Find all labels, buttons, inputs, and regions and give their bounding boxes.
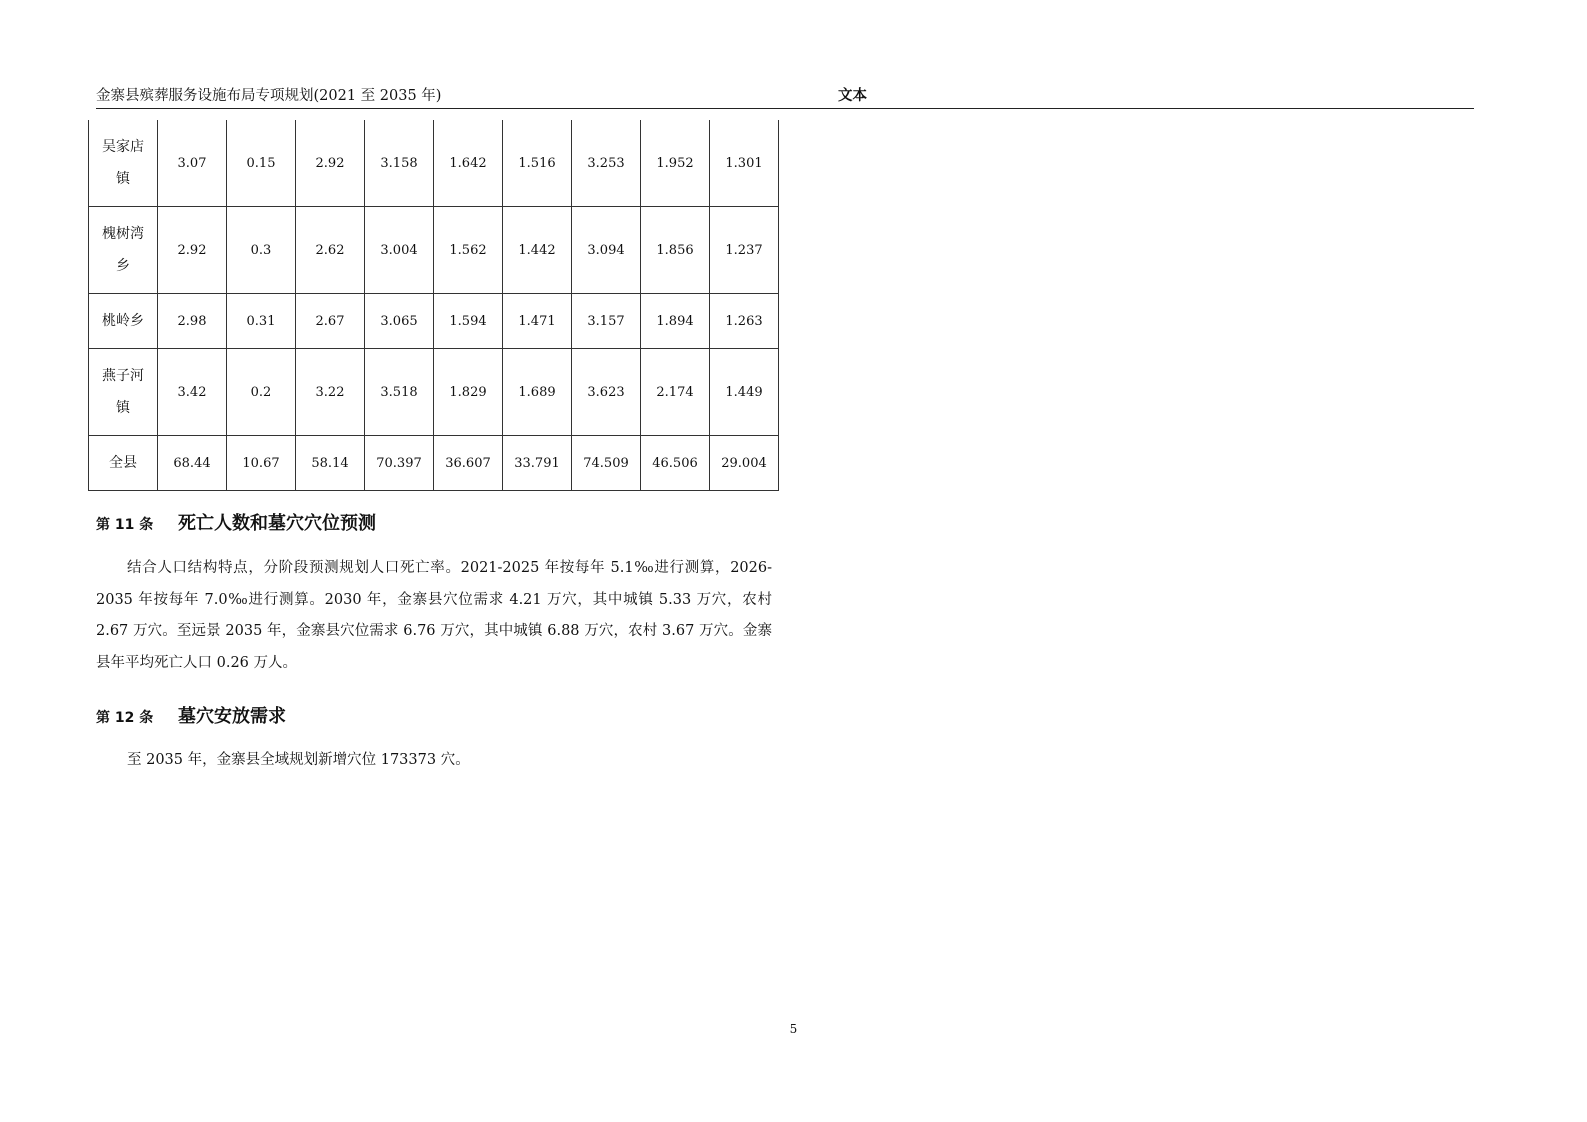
table-cell-value: 1.952 <box>641 120 710 207</box>
table-cell-value: 3.253 <box>572 120 641 207</box>
article-11-heading <box>96 509 376 535</box>
table-cell-value: 1.263 <box>710 294 779 349</box>
table-cell-value: 1.642 <box>434 120 503 207</box>
table-cell-value: 1.471 <box>503 294 572 349</box>
table-cell-value: 1.237 <box>710 207 779 294</box>
region-name: 吴家店镇 <box>102 139 144 187</box>
table-cell-value: 1.516 <box>503 120 572 207</box>
table-cell-value: 3.158 <box>365 120 434 207</box>
table-cell-region <box>89 207 158 294</box>
table-cell-value: 3.22 <box>296 349 365 436</box>
document-title: 金寨县殡葬服务设施布局专项规划(2021 至 2035 年) <box>96 88 442 104</box>
page-header <box>96 86 1474 109</box>
article-12-heading <box>96 702 286 728</box>
table-cell-value: 3.094 <box>572 207 641 294</box>
table-cell-value: 2.62 <box>296 207 365 294</box>
table-cell-value: 0.3 <box>227 207 296 294</box>
table-cell-value: 1.442 <box>503 207 572 294</box>
table-cell-value: 0.15 <box>227 120 296 207</box>
region-name: 槐树湾乡 <box>102 226 144 274</box>
table-cell-value: 1.562 <box>434 207 503 294</box>
table-cell-value: 58.14 <box>296 436 365 491</box>
table-cell-value: 33.791 <box>503 436 572 491</box>
table-cell-value: 1.829 <box>434 349 503 436</box>
table-row <box>89 294 779 349</box>
article-11-number: 第 11 条 <box>96 517 154 533</box>
table-cell-value: 36.607 <box>434 436 503 491</box>
table-cell-value: 0.2 <box>227 349 296 436</box>
table-cell-value: 74.509 <box>572 436 641 491</box>
table-cell-value: 46.506 <box>641 436 710 491</box>
region-name: 燕子河镇 <box>102 368 144 416</box>
table-cell-value: 3.065 <box>365 294 434 349</box>
document-section-label: 文本 <box>838 88 867 104</box>
table-cell-value: 3.004 <box>365 207 434 294</box>
table-row <box>89 436 779 491</box>
table-cell-value: 2.98 <box>158 294 227 349</box>
article-12-paragraph: 至 2035 年，金寨县全域规划新增穴位 173373 穴。 <box>127 752 470 768</box>
article-11-paragraph: 结合人口结构特点，分阶段预测规划人口死亡率。2021-2025 年按每年 5.1‰进行测算，2026-2035 年按每年 7.0‰进行测算。2030 年，金寨县穴位需求 4.21 万穴，其中城镇 5.33 万穴，农村 2.67 万穴。至远景 2035 年，金寨县穴位需求 6.76 万穴，其中城镇 6.88 万穴，农村 3.67 万穴。金寨县年平均死亡人口 0.26 万人。 <box>96 560 772 671</box>
table-cell-value: 1.894 <box>641 294 710 349</box>
table-cell-value: 0.31 <box>227 294 296 349</box>
page-number: 5 <box>789 1022 798 1036</box>
table-cell-value: 3.518 <box>365 349 434 436</box>
table-cell-value: 2.92 <box>296 120 365 207</box>
table-cell-value: 1.594 <box>434 294 503 349</box>
table-cell-value: 2.174 <box>641 349 710 436</box>
table-cell-region <box>89 349 158 436</box>
table-cell-value: 10.67 <box>227 436 296 491</box>
table-cell-value: 1.856 <box>641 207 710 294</box>
table-row <box>89 207 779 294</box>
table-cell-value: 3.623 <box>572 349 641 436</box>
table-row <box>89 120 779 207</box>
table-cell-value: 3.07 <box>158 120 227 207</box>
data-table <box>88 120 779 491</box>
table-cell-value: 2.67 <box>296 294 365 349</box>
table-cell-value: 1.689 <box>503 349 572 436</box>
table-cell-region <box>89 436 158 491</box>
table-cell-value: 1.449 <box>710 349 779 436</box>
region-name: 全县 <box>109 455 137 471</box>
table-cell-value: 70.397 <box>365 436 434 491</box>
article-12-number: 第 12 条 <box>96 710 154 726</box>
table-cell-region <box>89 294 158 349</box>
table-cell-value: 3.42 <box>158 349 227 436</box>
article-12-title: 墓穴安放需求 <box>178 706 286 727</box>
table-cell-value: 2.92 <box>158 207 227 294</box>
region-name: 桃岭乡 <box>102 313 144 329</box>
article-11-title: 死亡人数和墓穴穴位预测 <box>178 513 376 534</box>
table-cell-value: 68.44 <box>158 436 227 491</box>
table-cell-value: 3.157 <box>572 294 641 349</box>
table-cell-value: 29.004 <box>710 436 779 491</box>
table-row <box>89 349 779 436</box>
table-cell-value: 1.301 <box>710 120 779 207</box>
table-cell-region <box>89 120 158 207</box>
